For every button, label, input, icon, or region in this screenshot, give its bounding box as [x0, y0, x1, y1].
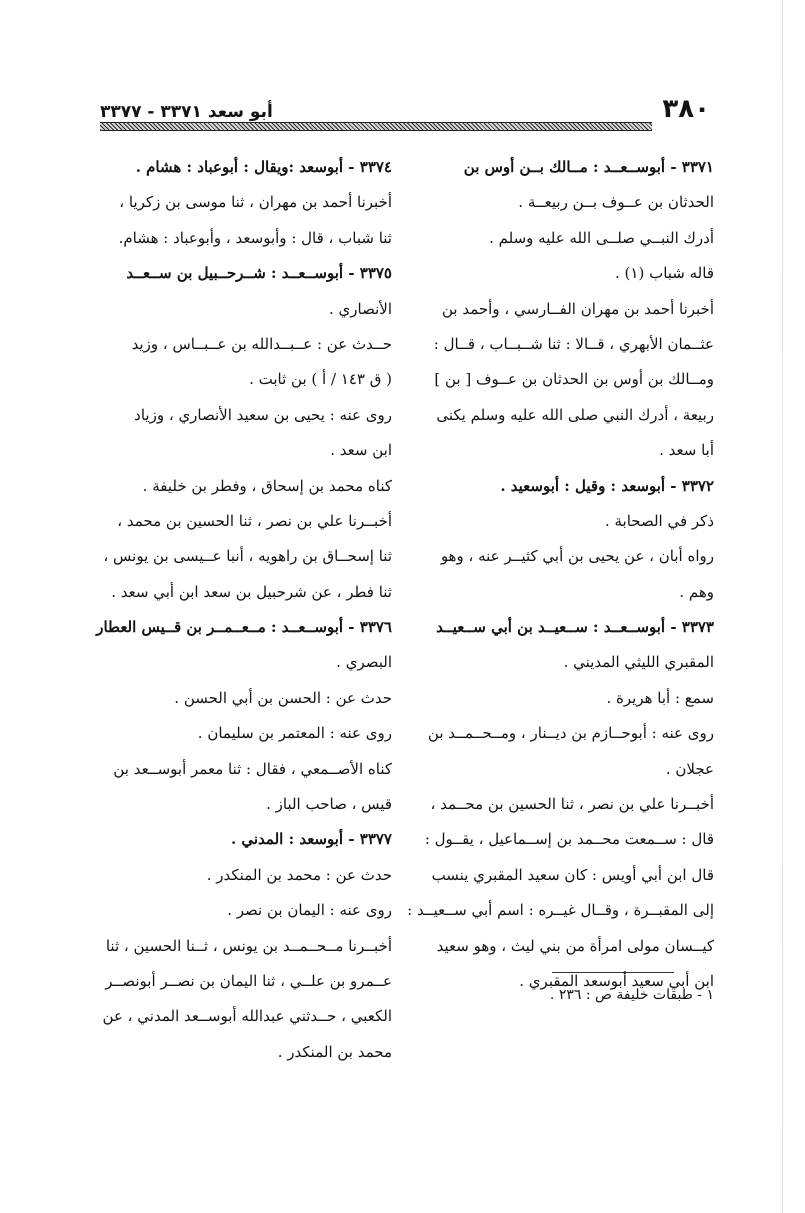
- text-line: حدث عن : الحسن بن أبي الحسن .: [174, 688, 392, 707]
- text-line: كناه محمد بن إسحاق ، وفطر بن خليفة .: [142, 476, 392, 495]
- text-line: روى عنه : المعتمر بن سليمان .: [197, 724, 392, 743]
- text-line: ثنا فطر ، عن شرحبيل بن سعد ابن أبي سعد .: [111, 582, 392, 601]
- text-line: محمد بن المنكدر .: [277, 1042, 392, 1061]
- scan-edge: [782, 0, 783, 1213]
- entry-heading: ٣٣٧١ - أبوســعــد : مــالك بــن أوس بن: [463, 158, 714, 176]
- text-line: حدث عن : محمد بن المنكدر .: [206, 865, 392, 884]
- footnote-rule: [552, 972, 674, 973]
- text-line: أخبــرنا علي بن نصر ، ثنا الحسين بن محمد ،: [117, 511, 392, 530]
- entry-heading: ٣٣٧٢ - أبوسعد : وقيل : أبوسعيد .: [500, 476, 714, 495]
- text-line: قيس ، صاحب الباز .: [266, 795, 392, 814]
- text-line: عــمرو بن علــي ، ثنا اليمان بن نصــر أبونصــر: [105, 971, 392, 990]
- text-line: إلى المقبــرة ، وقــال غيــره : اسم أبي ســعيــد :: [407, 901, 714, 920]
- text-line: ابن سعد .: [330, 441, 392, 460]
- text-line: عجلان .: [665, 759, 714, 778]
- entry-heading: ٣٣٧٣ - أبوســعــد : ســعيــد بن أبي ســعيــد: [436, 618, 714, 637]
- text-line: ( ق ١٤٣ / أ ) بن ثابت .: [249, 370, 392, 389]
- text-line: قال : ســمعت محــمد بن إســماعيل ، يقــول :: [424, 830, 714, 849]
- entry-heading: ٣٣٧٥ - أبوســعــد : شــرحــبيل بن ســعــد: [126, 264, 392, 283]
- right-column: [392, 150, 714, 999]
- text-line: ذكر في الصحابة .: [604, 511, 714, 530]
- text-line: الأنصاري .: [329, 299, 392, 318]
- text-line: سمع : أبا هريرة .: [606, 688, 714, 707]
- text-line: ربيعة ، أدرك النبي صلى الله عليه وسلم يكنى: [436, 405, 714, 424]
- text-line: قاله شباب (١) .: [615, 264, 714, 283]
- text-line: المقبري الليثي المديني .: [563, 653, 714, 672]
- text-line: الحدثان بن عــوف بــن ربيعــة .: [518, 193, 714, 212]
- text-line: أخبــرنا مــحــمــد بن يونس ، ثــنا الحسين ، ثنا: [105, 936, 392, 955]
- text-line: أدرك النبــي صلــى الله عليه وسلم .: [489, 228, 714, 247]
- text-line: أبا سعد .: [659, 441, 714, 460]
- text-line: قال ابن أبي أويس : كان سعيد المقبري ينسب: [431, 865, 714, 884]
- text-line: روى عنه : أبوحــازم بن ديــنار ، ومــحــمــد بن: [427, 724, 714, 743]
- page-header: [100, 94, 710, 130]
- text-line: أخبرنا أحمد بن مهران ، ثنا موسى بن زكريا ،: [119, 193, 392, 212]
- text-line: عثــمان الأبهري ، قــالا : ثنا شــبــاب ، قــال :: [433, 334, 714, 353]
- text-line: كناه الأصــمعي ، فقال : ثنا معمر أبوســعد بن: [113, 759, 392, 778]
- left-column: [70, 150, 392, 1070]
- text-line: رواه أبان ، عن يحيى بن أبي كثيــر عنه ، وهو: [440, 547, 714, 566]
- text-line: ثنا شباب ، قال : وأبوسعد ، وأبوعباد : هشام.: [118, 228, 392, 247]
- text-line: ومــالك بن أوس بن الحدثان بن عــوف [ بن ]: [434, 370, 714, 389]
- text-line: روى عنه : اليمان بن نصر .: [227, 901, 392, 920]
- text-line: حــدث عن : عــبــدالله بن عــبــاس ، وزيد: [131, 334, 392, 353]
- header-rule: [100, 122, 652, 131]
- text-line: وهم .: [679, 582, 714, 601]
- entry-heading: ٣٣٧٤ - أبوسعد :ويقال : أبوعباد : هشام .: [135, 158, 392, 176]
- footnote: ١ - طبقات خليفة ص : ٢٣٦ .: [549, 987, 714, 1003]
- text-line: روى عنه : يحيى بن سعيد الأنصاري ، وزياد: [134, 405, 392, 424]
- text-line: كيــسان مولى امرأة من بني ليث ، وهو سعيد: [436, 936, 714, 955]
- page-number: ٣٨٠: [662, 94, 710, 124]
- entry-heading: ٣٣٧٦ - أبوســعــد : مــعــمــر بن قــيس العطار: [96, 618, 392, 637]
- text-line: ثنا إسحــاق بن راهويه ، أنبا عــيسى بن يونس ،: [103, 547, 392, 566]
- text-line: ابن أبي سعيد أبوسعد المقبري .: [519, 971, 714, 990]
- text-line: أخبــرنا علي بن نصر ، ثنا الحسين بن محــمد ،: [430, 795, 714, 814]
- running-title: أبو سعد ٣٣٧١ - ٣٣٧٧: [100, 102, 273, 122]
- text-line: الكعبي ، حــدثني عبدالله أبوســعد المدني ، عن: [102, 1007, 392, 1026]
- entry-heading: ٣٣٧٧ - أبوسعد : المدني .: [230, 830, 392, 849]
- text-line: أخبرنا أحمد بن مهران الفــارسي ، وأحمد بن: [441, 299, 714, 318]
- text-line: البصري .: [336, 653, 392, 672]
